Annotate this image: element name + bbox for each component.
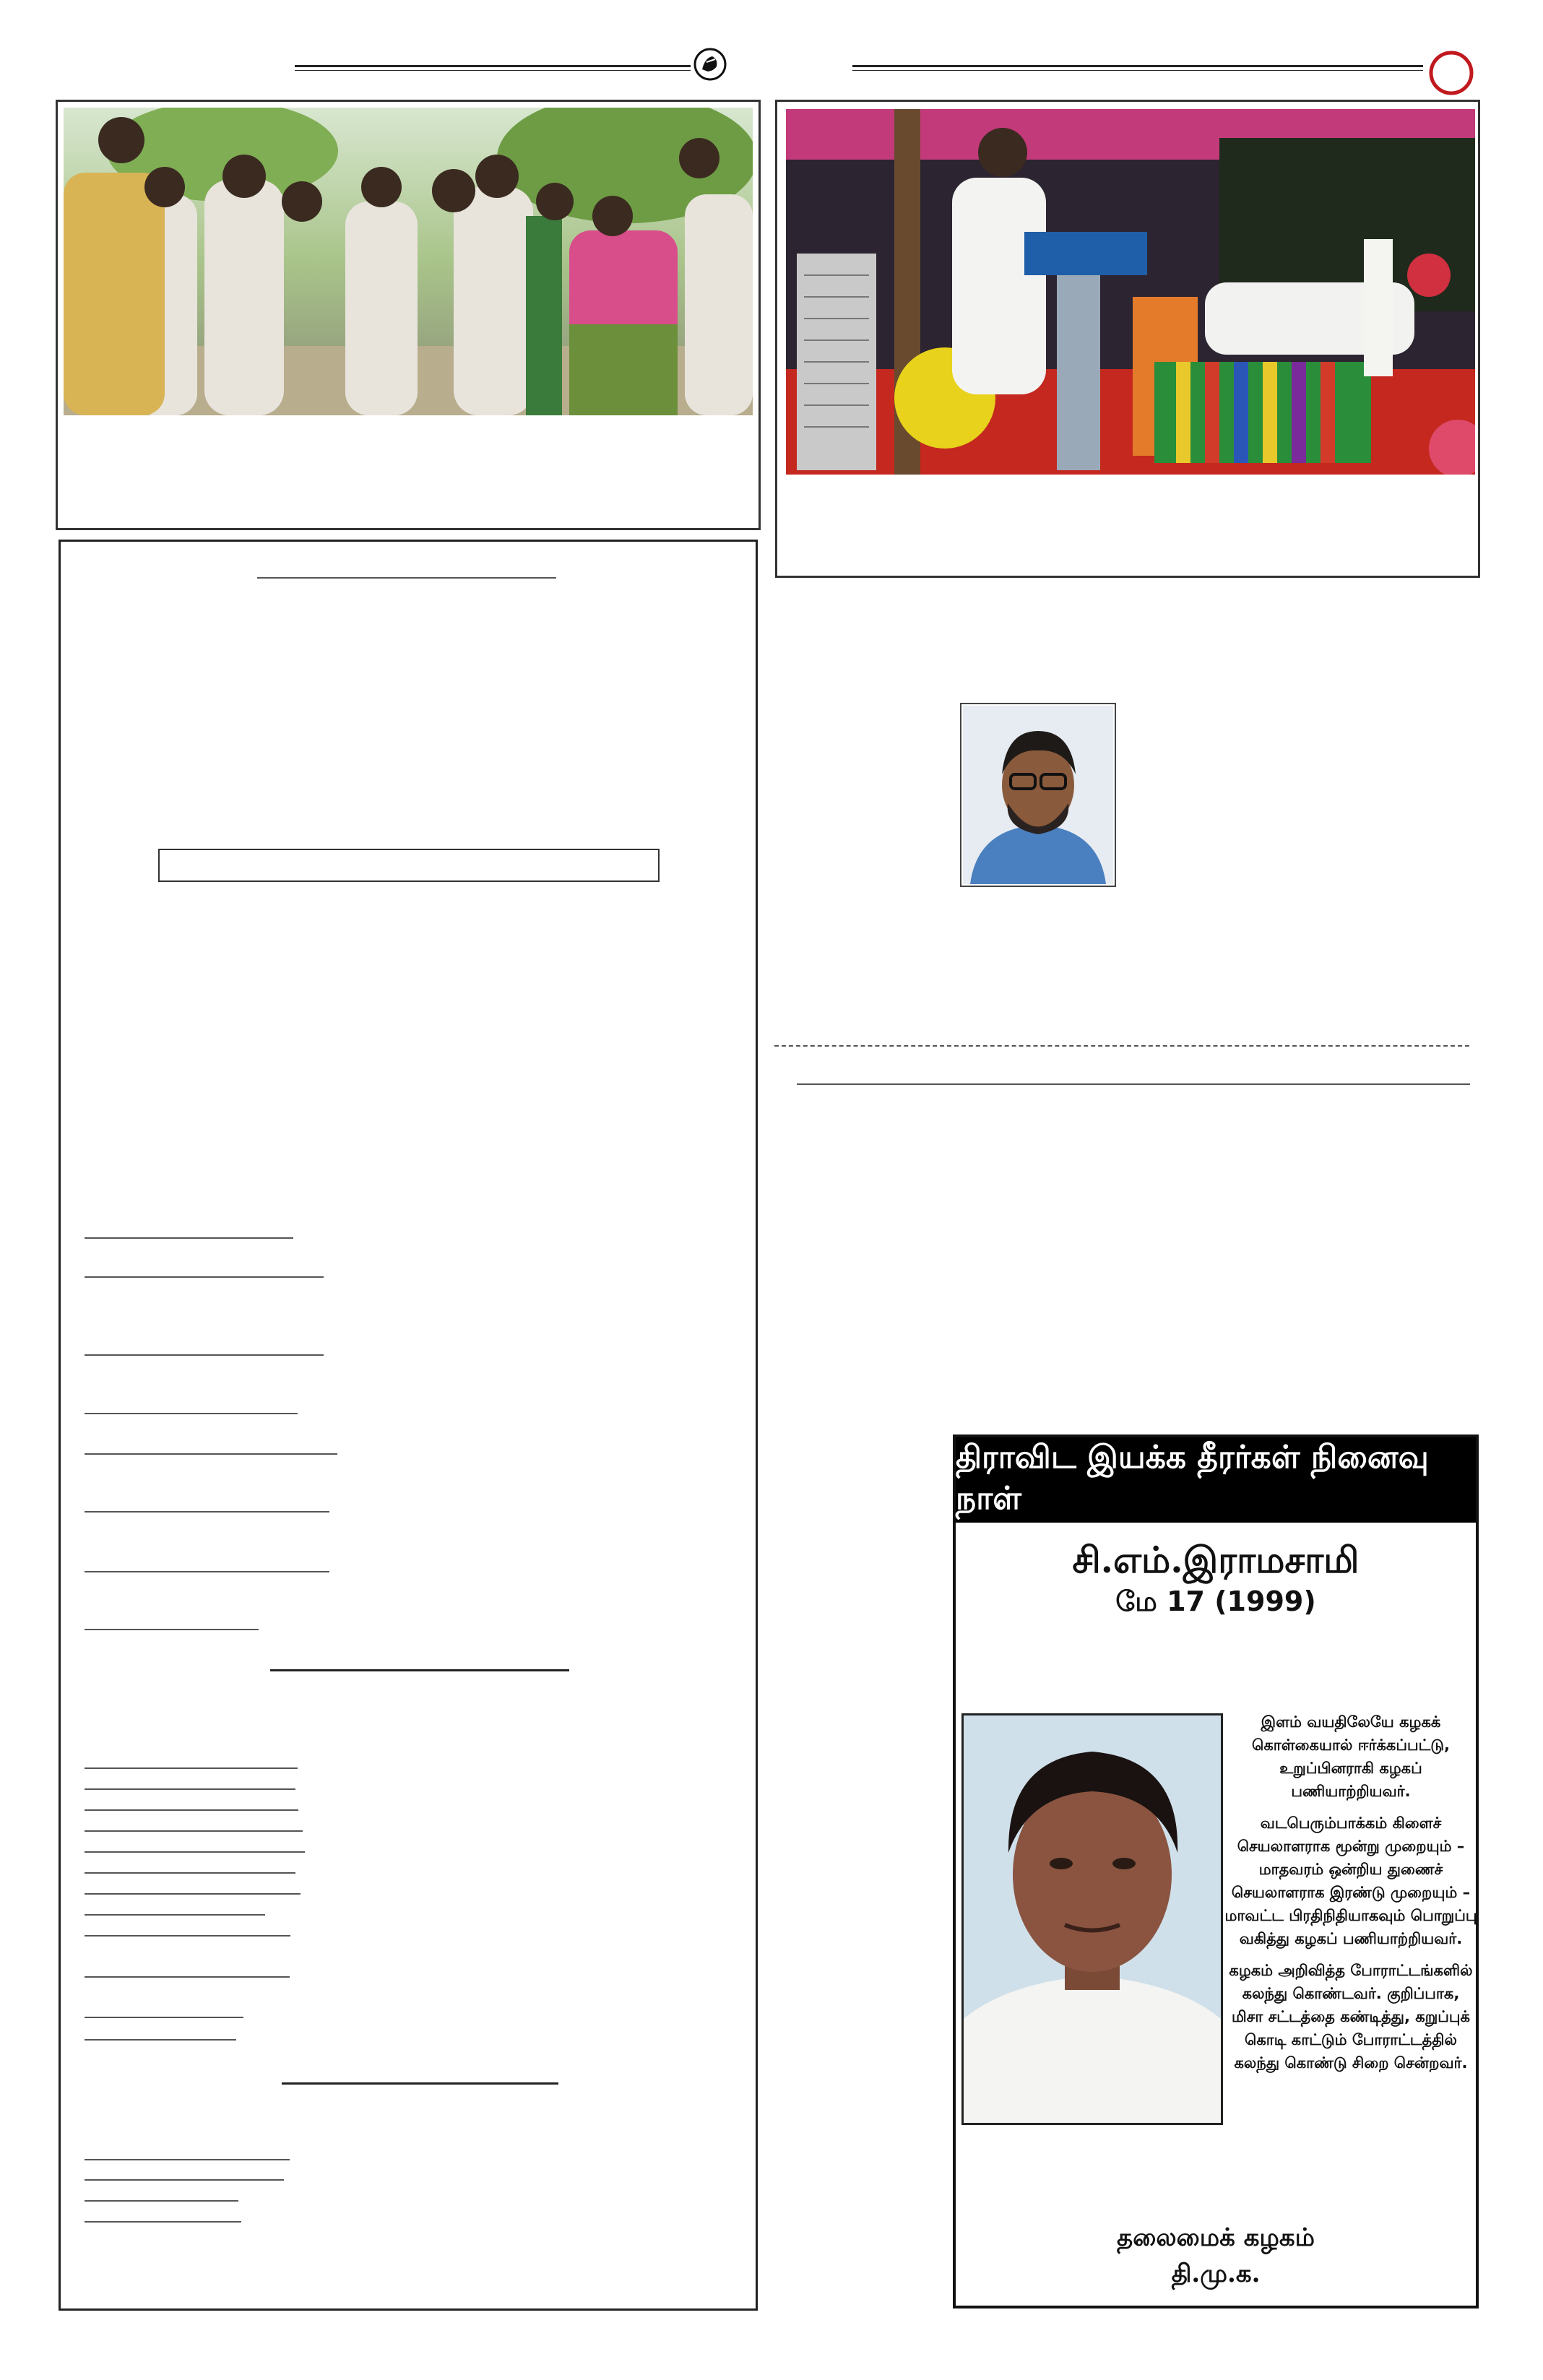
- text-line: [85, 1872, 295, 1874]
- memorial-footer-party: தி.மு.க.: [1171, 2259, 1261, 2288]
- memorial-paragraph: வடபெரும்பாக்கம் கிளைச் செயலாளராக மூன்று முறையும் – மாதவரம் ஒன்றிய துணைச் செயலாளராக இரண்டு முறையும் – மாவட்ட பிரதிநிதியாகவும் பொறுப்பு வகித்து கழகப் பணியாற்றியவர்.: [1224, 1814, 1477, 1947]
- portrait-frame: [960, 703, 1116, 887]
- group-field-visit-photo: [64, 108, 753, 415]
- text-line: [85, 2200, 238, 2202]
- section-rule: [270, 1669, 569, 1671]
- text-line: [85, 1767, 298, 1769]
- memorial-header: திராவிட இயக்க தீரர்கள் நினைவு நாள்: [956, 1437, 1476, 1523]
- left-photo-frame: [56, 100, 761, 530]
- text-line: [85, 1413, 298, 1414]
- text-line: [85, 2017, 243, 2018]
- text-line: [85, 2039, 236, 2041]
- text-line: [85, 1629, 259, 1630]
- text-line: [85, 1511, 329, 1513]
- section-rule: [282, 2082, 558, 2085]
- left-article-box: [59, 540, 758, 2311]
- section-rule: [797, 1083, 1470, 1085]
- text-line: [85, 1914, 265, 1916]
- text-line: [85, 1976, 290, 1978]
- text-line: [85, 2159, 290, 2160]
- stage-speech-photo: [786, 109, 1475, 475]
- memorial-biography: [1224, 1710, 1477, 2083]
- header-rule-right: [852, 65, 1423, 71]
- memorial-name: சி.எம்.இராமசாமி: [1072, 1539, 1360, 1581]
- text-line: [85, 1237, 293, 1239]
- text-line: [85, 1809, 298, 1811]
- rising-sun-emblem-icon: [692, 46, 728, 82]
- memorial-paragraph: கழகம் அறிவித்த போராட்டங்களில் கலந்து கொண்டவர். குறிப்பாக, மிசா சட்டத்தை கண்டித்து, கறுப்புக் கொடி காட்டும் போராட்டத்தில் கலந்து கொண்டு சிறை சென்றவர்.: [1229, 1962, 1473, 2072]
- text-line: [85, 1851, 305, 1853]
- text-line: [85, 1893, 301, 1895]
- subheading-box: [158, 849, 660, 882]
- text-line: [85, 1788, 295, 1790]
- headline-rule: [257, 577, 556, 579]
- memorial-photo: [961, 1713, 1223, 2125]
- memorial-footer-org: தலைமைக் கழகம்: [1117, 2223, 1315, 2252]
- text-line: [85, 1830, 303, 1832]
- header-rule-left: [295, 65, 691, 71]
- text-line: [85, 1276, 324, 1278]
- right-photo-frame: [775, 100, 1480, 578]
- text-line: [85, 1935, 290, 1937]
- text-line: [85, 2221, 241, 2223]
- text-line: [85, 2179, 284, 2181]
- dashed-separator: [774, 1045, 1469, 1047]
- memorial-notice: [953, 1435, 1479, 2308]
- memorial-date: மே 17 (1999): [1115, 1585, 1316, 1617]
- text-line: [85, 1571, 329, 1572]
- red-circle-icon: [1427, 49, 1475, 97]
- text-line: [85, 1453, 337, 1455]
- text-line: [85, 1354, 324, 1356]
- memorial-paragraph: இளம் வயதிலேயே கழகக் கொள்கையால் ஈர்க்கப்பட்டு, உறுப்பினராகி கழகப் பணியாற்றியவர்.: [1251, 1713, 1451, 1800]
- portrait-photo: [963, 706, 1113, 884]
